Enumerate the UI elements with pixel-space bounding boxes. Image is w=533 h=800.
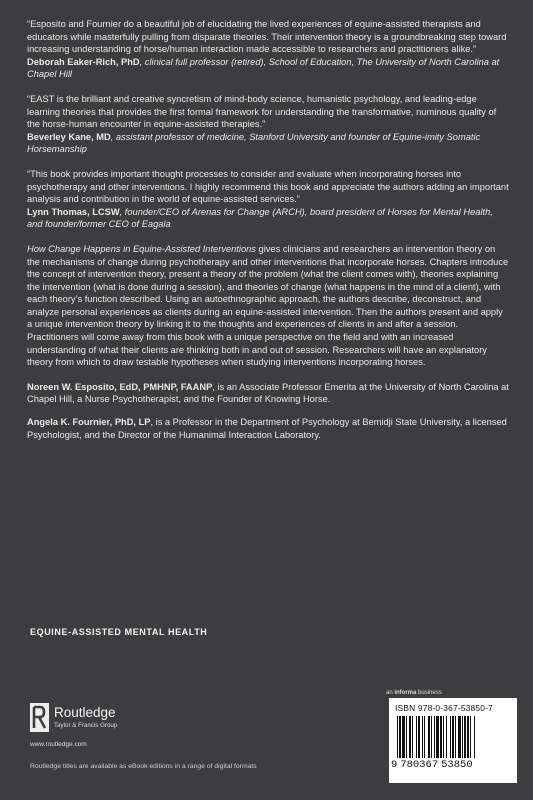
- barcode-digit-group: 9: [391, 759, 398, 771]
- endorser-role: , clinical full professor (retired), School of Education, The University of North Carolina at Chapel Hill: [27, 56, 500, 80]
- barcode-bar: [474, 716, 475, 758]
- author-bio-text: , is a Professor in the Department of Psychology at Bemidji State University, a licensed Psychologist, and the Director of the Humanimal Interaction Laboratory.: [27, 417, 507, 440]
- endorsement-attribution: [27, 206, 509, 231]
- endorsement-quote: “Esposito and Fournier do a beautiful job of elucidating the lived experiences of equine-assisted therapists and educators while masterfully pulling from disparate theories. Their intervention theory is a groundbreaking step toward increasing understanding of horse/human interaction made accessible to researchers and practitioners alike.”: [27, 19, 507, 55]
- book-description: [27, 243, 509, 369]
- author-name: Noreen W. Esposito, EdD, PMHNP, FAANP: [27, 381, 213, 392]
- informa-prefix: an: [386, 690, 395, 696]
- barcode-bar: [402, 716, 405, 758]
- barcode-bar: [443, 716, 444, 758]
- isbn-label: ISBN 978-0-367-53850-7: [395, 703, 493, 713]
- barcode-digits: [391, 759, 515, 771]
- ebook-footnote: Routledge titles are available as eBook editions in a range of digital formats: [30, 763, 257, 770]
- barcode-bar: [424, 716, 425, 758]
- barcode-bar: [452, 716, 454, 758]
- endorser-name: Beverley Kane, MD: [27, 131, 111, 142]
- barcode-bar: [440, 716, 442, 758]
- informa-word: informa: [394, 690, 417, 696]
- publisher-url[interactable]: www.routledge.com: [30, 741, 87, 748]
- endorsement-attribution: [27, 56, 509, 81]
- description-body: gives clinicians and researchers an intervention theory on the mechanisms of change during psychotherapy and other interventions that incorporate horses. Chapters introduce the concept of intervention theory, present a theory of the problem (what the client comes with), theories explaining the intervention (what is done during a session), and theories of change (what happens in the mind of a client), with each theory’s function described. Using an autoethnographic approach, the authors describe, deconstruct, and analyze personal experiences as clients during an equine-assisted intervention. Then the authors present and apply a unique intervention theory by linking it to the thoughts and experiences of clients in and after a session. Practitioners will come away from this book with a unique perspective on the field and with an increased understanding of what their clients are thinking both in and out of session. Researchers will have an explanatory theory from which to draw testable hypotheses when studying interventions incorporating horses.: [27, 243, 509, 368]
- endorser-role: , assistant professor of medicine, Stanford University and founder of Equine-imity Somatic Horsemanship: [27, 131, 481, 155]
- barcode-bar: [428, 716, 430, 758]
- informa-suffix: business: [416, 690, 442, 696]
- endorser-name: Lynn Thomas, LCSW: [27, 206, 120, 217]
- barcode-bar: [397, 716, 398, 758]
- author-bio-1: [27, 381, 509, 406]
- barcode-bar: [406, 716, 407, 758]
- endorsement-quote: “This book provides important thought processes to consider and evaluate when incorporating horses into psychotherapy and other interventions. I highly recommend this book and appreciate the authors adding an important analysis and contribution in the world of equine-assisted services.”: [27, 168, 509, 205]
- endorsement-1: [27, 18, 509, 81]
- barcode-digit-group: 53850: [441, 759, 473, 771]
- barcode-bar: [458, 716, 461, 758]
- barcode-bar: [467, 716, 469, 758]
- author-bio-text: , is an Associate Professor Emerita at the University of North Carolina at Chapel Hill, a Nurse Psychotherapist, and the Founder of Knowing Horse.: [27, 381, 509, 405]
- informa-business-label: [386, 690, 442, 696]
- barcode-bar: [416, 716, 417, 758]
- barcode-bar: [409, 716, 411, 758]
- barcode-bar: [462, 716, 463, 758]
- endorsement-3: [27, 168, 509, 231]
- barcode-digit-group: 780367: [400, 759, 439, 771]
- author-bio-2: [27, 416, 509, 441]
- cover-text: [27, 18, 509, 451]
- barcode-bar: [450, 716, 451, 758]
- barcode-bar: [446, 716, 447, 758]
- barcode-bar: [464, 716, 466, 758]
- barcode-panel: [389, 698, 517, 783]
- barcode-bar: [436, 716, 439, 758]
- routledge-logo-icon: [30, 703, 49, 732]
- publisher-logo: [30, 703, 160, 739]
- barcode-bar: [434, 716, 435, 758]
- barcode-bar: [399, 716, 401, 758]
- endorser-role: , founder/CEO of Arenas for Change (ARCH), board president of Horses for Mental Health, and founder/former CEO of Eagala: [27, 206, 493, 230]
- barcode-bar: [470, 716, 471, 758]
- endorser-name: Deborah Eaker-Rich, PhD: [27, 56, 140, 67]
- publisher-group: Taylor & Francis Group: [54, 722, 118, 729]
- book-title: How Change Happens in Equine-Assisted Interventions: [27, 243, 256, 254]
- barcode-bar: [412, 716, 413, 758]
- barcode-bars: [395, 716, 511, 758]
- endorsement-2: [27, 93, 509, 156]
- barcode-bar: [418, 716, 420, 758]
- author-name: Angela K. Fournier, PhD, LP: [27, 417, 151, 428]
- endorsement-quote: “EAST is the brilliant and creative syncretism of mind-body science, humanistic psychology, and leading-edge learning theories that provides the first formal framework for understanding the transformative, numinous quality of the horse-human encounter in equine-assisted therapies.”: [27, 93, 497, 130]
- endorsement-attribution: [27, 131, 509, 156]
- barcode-bar: [422, 716, 423, 758]
- publisher-name: Routledge: [54, 705, 116, 720]
- series-name: EQUINE-ASSISTED MENTAL HEALTH: [30, 627, 208, 637]
- barcode-bar: [455, 716, 456, 758]
- barcode-bar: [431, 716, 432, 758]
